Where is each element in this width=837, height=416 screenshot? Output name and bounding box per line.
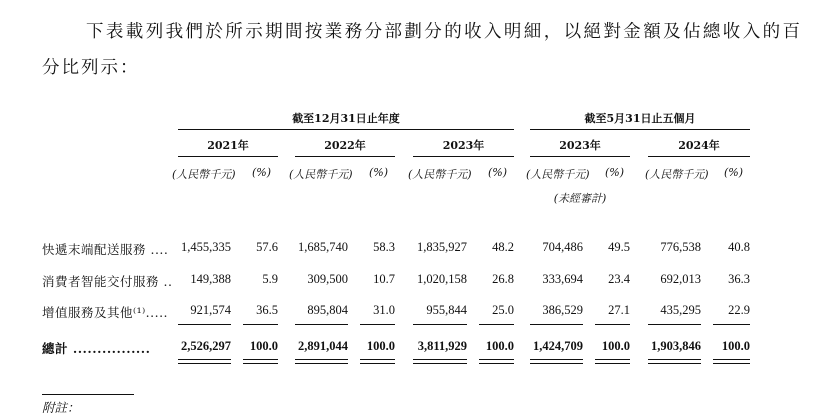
cell-value: 26.8: [492, 272, 514, 286]
total-value: 100.0: [485, 339, 514, 353]
total-double-rule: [178, 359, 231, 360]
total-value: 100.0: [721, 339, 750, 353]
unit-pct: (%): [723, 166, 744, 179]
unit-pct: (%): [251, 166, 272, 179]
row-label: 消費者智能交付服務 ..: [42, 274, 173, 289]
subtotal-rule: [178, 324, 231, 325]
cell-value: 25.0: [492, 303, 514, 317]
unit-pct: (%): [368, 166, 389, 179]
group-header-five-months: 截至5月31日止五個月: [584, 112, 696, 125]
unit-amount: (人民幣千元): [172, 168, 236, 181]
total-value: 100.0: [249, 339, 278, 353]
total-double-rule: [243, 359, 278, 360]
cell-value: 10.7: [373, 272, 395, 286]
intro-paragraph: 下表載列我們於所示期間按業務分部劃分的收入明細，以絕對金額及佔總收入的百分比列示：: [42, 22, 802, 78]
cell-value: 5.9: [262, 272, 278, 286]
cell-value: 1,020,158: [417, 272, 467, 286]
year-rule: [178, 156, 278, 157]
cell-value: 149,388: [190, 272, 231, 286]
total-double-rule: [595, 359, 630, 360]
year-header-2023: 2023年: [442, 139, 485, 152]
total-label: 總計 ................: [42, 341, 151, 356]
cell-value: 31.0: [373, 303, 395, 317]
subtotal-rule: [479, 324, 514, 325]
cell-value: 23.4: [608, 272, 630, 286]
footnote-divider: [42, 394, 134, 395]
cell-value: 309,500: [307, 272, 348, 286]
subtotal-rule: [295, 324, 348, 325]
year-header-2023-5m: 2023年: [559, 139, 601, 152]
cell-value: 58.3: [373, 240, 395, 254]
year-rule: [530, 156, 630, 157]
year-header-2021: 2021年: [207, 139, 249, 152]
footnote-label: 附註：: [42, 400, 80, 415]
total-value: 2,891,044: [298, 339, 348, 353]
year-rule: [295, 156, 395, 157]
total-value: 2,526,297: [181, 339, 231, 353]
subtotal-rule: [713, 324, 750, 325]
year-rule: [648, 156, 750, 157]
total-double-rule: [360, 359, 395, 360]
cell-value: 57.6: [256, 240, 278, 254]
cell-value: 36.3: [728, 272, 750, 286]
group-header-fiscal-year: 截至12月31日止年度: [292, 112, 400, 125]
total-double-rule: [479, 363, 514, 364]
total-double-rule: [360, 363, 395, 364]
subtotal-rule: [530, 324, 583, 325]
cell-value: 776,538: [660, 240, 701, 254]
unit-pct: (%): [604, 166, 625, 179]
row-label: 快遞末端配送服務 ....: [42, 242, 169, 257]
cell-value: 955,844: [426, 303, 467, 317]
unaudited-note: (未經審計): [553, 192, 607, 205]
total-double-rule: [530, 359, 583, 360]
total-double-rule: [595, 363, 630, 364]
total-double-rule: [648, 359, 701, 360]
subtotal-rule: [413, 324, 467, 325]
total-double-rule: [295, 363, 348, 364]
total-double-rule: [713, 359, 750, 360]
total-double-rule: [178, 363, 231, 364]
total-double-rule: [479, 359, 514, 360]
total-value: 3,811,929: [417, 339, 467, 353]
cell-value: 36.5: [256, 303, 278, 317]
cell-value: 1,455,335: [181, 240, 231, 254]
cell-value: 1,835,927: [417, 240, 467, 254]
unit-amount: (人民幣千元): [645, 168, 709, 181]
unit-pct: (%): [487, 166, 508, 179]
cell-value: 895,804: [307, 303, 348, 317]
total-double-rule: [713, 363, 750, 364]
cell-value: 49.5: [608, 240, 630, 254]
unit-amount: (人民幣千元): [289, 168, 353, 181]
total-double-rule: [243, 363, 278, 364]
total-double-rule: [413, 359, 467, 360]
total-value: 1,424,709: [533, 339, 583, 353]
cell-value: 386,529: [542, 303, 583, 317]
total-double-rule: [530, 363, 583, 364]
subtotal-rule: [243, 324, 278, 325]
subtotal-rule: [648, 324, 701, 325]
subtotal-rule: [595, 324, 630, 325]
total-double-rule: [295, 359, 348, 360]
cell-value: 704,486: [542, 240, 583, 254]
cell-value: 921,574: [190, 303, 231, 317]
group-rule-fiscal-year: [178, 129, 514, 130]
year-header-2022: 2022年: [324, 139, 366, 152]
cell-value: 48.2: [492, 240, 514, 254]
total-value: 100.0: [601, 339, 630, 353]
cell-value: 692,013: [660, 272, 701, 286]
cell-value: 27.1: [608, 303, 630, 317]
total-double-rule: [648, 363, 701, 364]
total-double-rule: [413, 363, 467, 364]
unit-amount: (人民幣千元): [408, 168, 472, 181]
group-rule-five-months: [530, 129, 750, 130]
cell-value: 40.8: [728, 240, 750, 254]
year-rule: [413, 156, 514, 157]
subtotal-rule: [360, 324, 395, 325]
cell-value: 333,694: [542, 272, 583, 286]
cell-value: 1,685,740: [298, 240, 348, 254]
cell-value: 435,295: [660, 303, 701, 317]
unit-amount: (人民幣千元): [526, 168, 590, 181]
total-value: 1,903,846: [651, 339, 701, 353]
row-label: 增值服務及其他⁽¹⁾.....: [42, 305, 169, 320]
total-value: 100.0: [366, 339, 395, 353]
year-header-2024-5m: 2024年: [678, 139, 720, 152]
cell-value: 22.9: [728, 303, 750, 317]
